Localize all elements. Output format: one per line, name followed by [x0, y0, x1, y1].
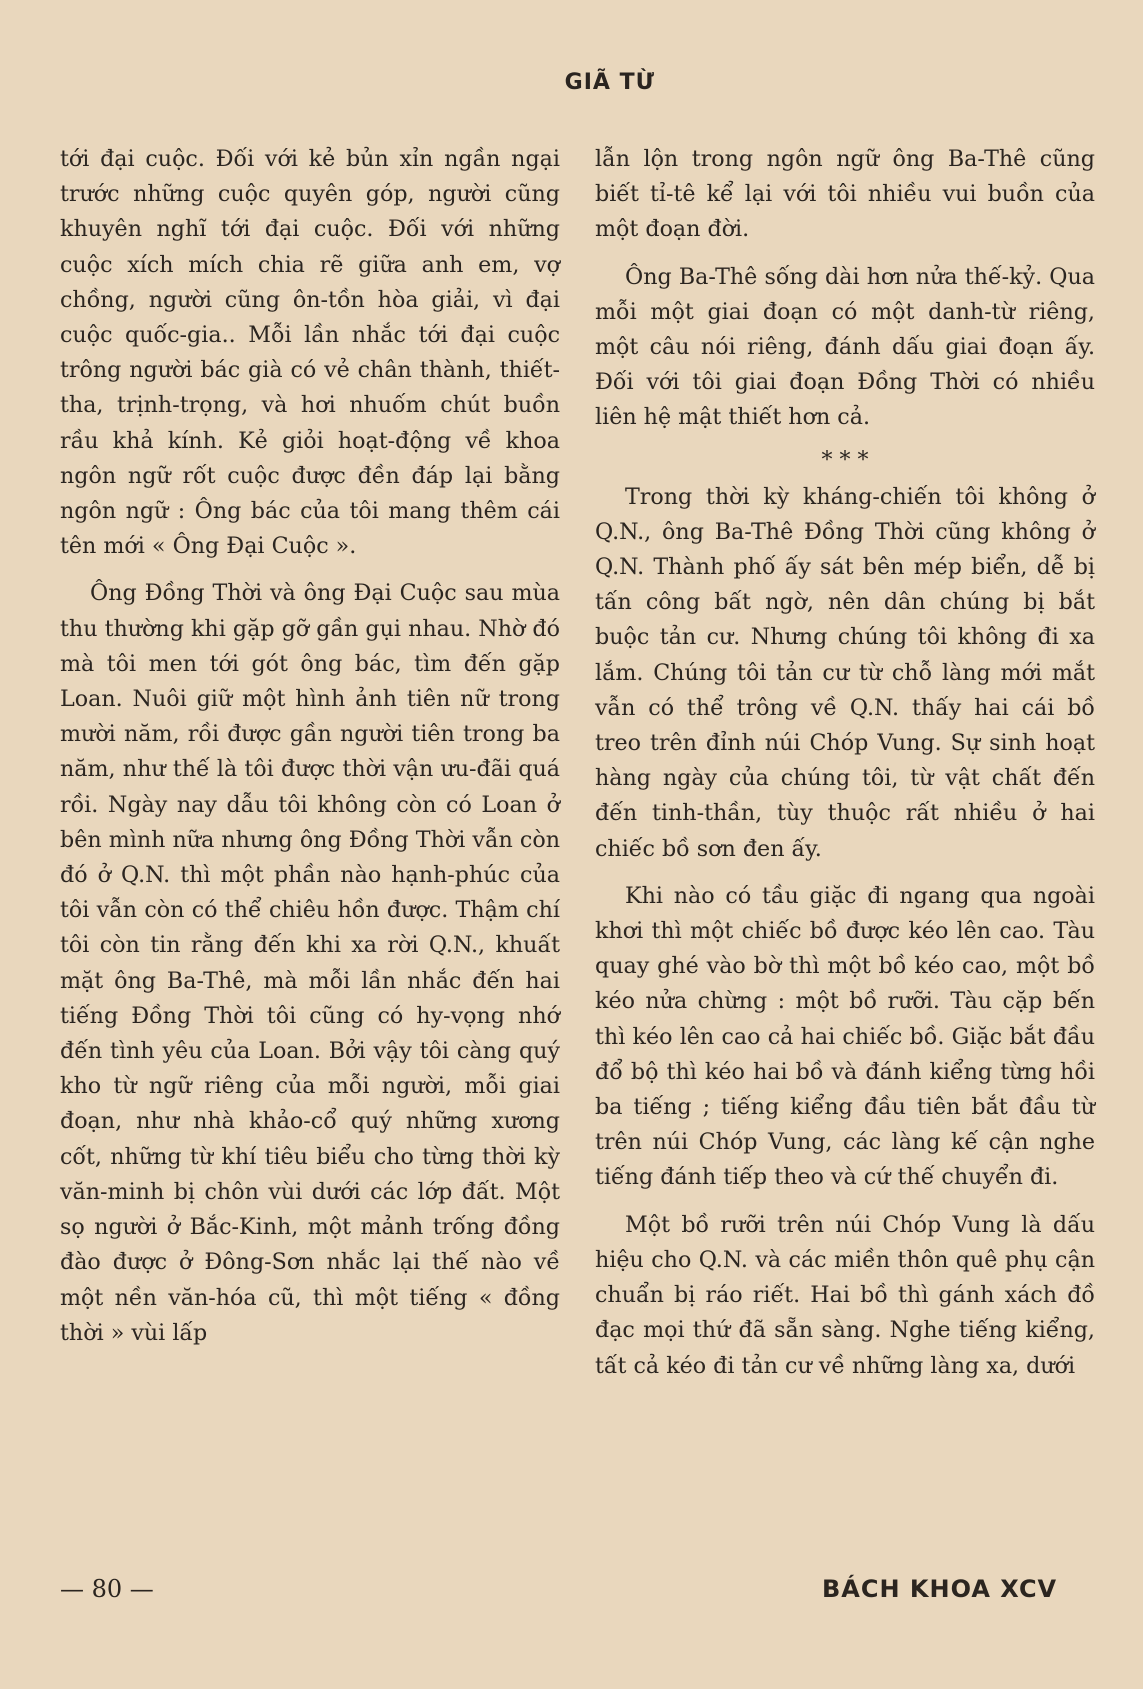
paragraph: Ông Đồng Thời và ông Đại Cuộc sau mùa thu thường khi gặp gỡ gần gụi nhau. Nhờ đó mà tôi men tới gót ông bác, tìm đến gặp Loan. Nuôi giữ một hình ảnh tiên nữ trong mười năm, rồi được gần người tiên trong ba năm, như thế là tôi được thời vận ưu-đãi quá rồi. Ngày nay dẫu tôi không còn có Loan ở bên mình nữa nhưng ông Đồng Thời vẫn còn đó ở Q.N. thì một phần nào hạnh-phúc của tôi vẫn còn có thể chiêu hồn được. Thậm chí tôi còn tin rằng đến khi xa rời Q.N., khuất mặt ông Ba-Thê, mà mỗi lần nhắc đến hai tiếng Đồng Thời tôi cũng có hy-vọng nhớ đến tình yêu của Loan. Bởi vậy tôi càng quý kho từ ngữ riêng của mỗi người, mỗi giai đoạn, như nhà khảo-cổ quý những xương cốt, những từ khí tiêu biểu cho từng thời kỳ văn-minh bị chôn vùi dưới các lớp đất. Một sọ người ở Bắc-Kinh, một mảnh trống đồng đào được ở Đông-Sơn nhắc lại thế nào về một nền văn-hóa cũ, thì một tiếng « đồng thời » vùi lấp: [60, 580, 560, 1346]
running-header: GIÃ TỪ: [564, 70, 655, 95]
left-column: [60, 142, 560, 1351]
journal-name: BÁCH KHOA XCV: [822, 1575, 1058, 1603]
paragraph: Khi nào có tầu giặc đi ngang qua ngoài khơi thì một chiếc bồ được kéo lên cao. Tàu quay ghé vào bờ thì một bồ kéo cao, một bồ kéo nửa chừng : một bồ rưỡi. Tàu cặp bến thì kéo lên cao cả hai chiếc bồ. Giặc bắt đầu đổ bộ thì kéo hai bồ và đánh kiểng từng hồi ba tiếng ; tiếng kiểng đầu tiên bắt đầu từ trên núi Chóp Vung, các làng kế cận nghe tiếng đánh tiếp theo và cứ thế chuyển đi.: [595, 882, 1095, 1191]
section-separator: * * *: [821, 447, 869, 473]
paragraph: Trong thời kỳ kháng-chiến tôi không ở Q.N., ông Ba-Thê Đồng Thời cũng không ở Q.N. Thành phố ấy sát bên mép biển, dễ bị tấn công bất ngờ, nên dân chúng bị bắt buộc tản cư. Nhưng chúng tôi không đi xa lắm. Chúng tôi tản cư từ chỗ làng mới mắt vẫn có thể trông về Q.N. thấy hai cái bồ treo trên đỉnh núi Chóp Vung. Sự sinh hoạt hàng ngày của chúng tôi, từ vật chất đến đến tinh-thần, tùy thuộc rất nhiều ở hai chiếc bồ sơn đen ấy.: [595, 483, 1095, 862]
paragraph: tới đại cuộc. Đối với kẻ bủn xỉn ngần ngại trước những cuộc quyên góp, người cũng khuyên nghĩ tới đại cuộc. Đối với những cuộc xích mích chia rẽ giữa anh em, vợ chồng, người cũng ôn-tồn hòa giải, vì đại cuộc quốc-gia.. Mỗi lần nhắc tới đại cuộc trông người bác già có vẻ chân thành, thiết-tha, trịnh-trọng, và hơi nhuốm chút buồn rầu khả kính. Kẻ giỏi hoạt-động về khoa ngôn ngữ rốt cuộc được đền đáp lại bằng ngôn ngữ : Ông bác của tôi mang thêm cái tên mới « Ông Đại Cuộc ».: [60, 146, 560, 560]
right-column: [595, 142, 1095, 1384]
paragraph: Một bồ rưỡi trên núi Chóp Vung là dấu hiệu cho Q.N. và các miền thôn quê phụ cận chuẩn bị ráo riết. Hai bồ thì gánh xách đồ đạc mọi thứ đã sẵn sàng. Nghe tiếng kiểng, tất cả kéo đi tản cư về những làng xa, dưới: [595, 1211, 1095, 1379]
paragraph: Ông Ba-Thê sống dài hơn nửa thế-kỷ. Qua mỗi một giai đoạn có một danh-từ riêng, một câu nói riêng, đánh dấu giai đoạn ấy. Đối với tôi giai đoạn Đồng Thời có nhiều liên hệ mật thiết hơn cả.: [595, 263, 1095, 431]
page-number: — 80 —: [60, 1575, 154, 1603]
paragraph: lẫn lộn trong ngôn ngữ ông Ba-Thê cũng biết tỉ-tê kể lại với tôi nhiều vui buồn của một đoạn đời.: [595, 146, 1095, 243]
